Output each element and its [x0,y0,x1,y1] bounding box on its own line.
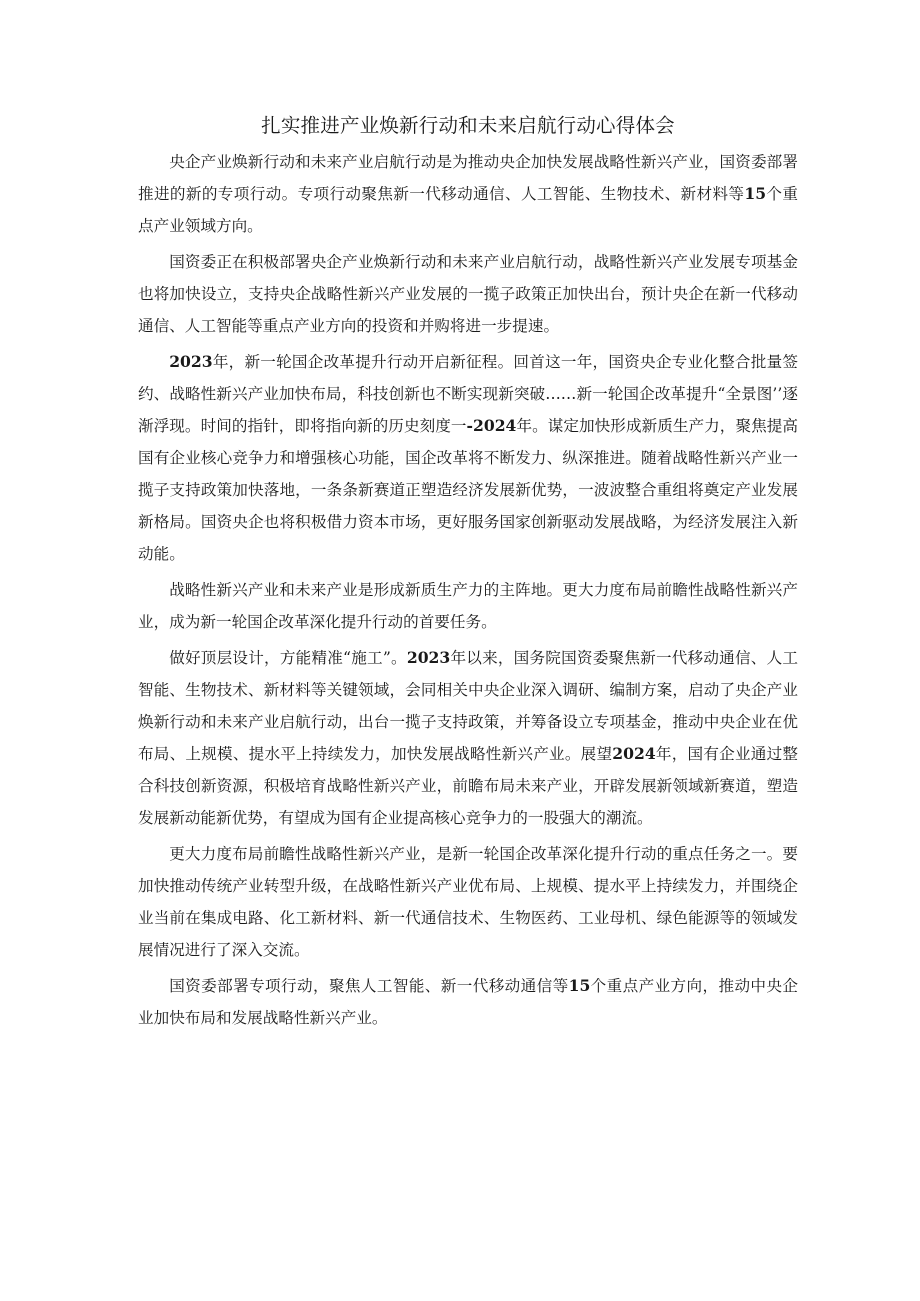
paragraph-2: 国资委正在积极部署央企产业焕新行动和未来产业启航行动，战略性新兴产业发展专项基金也将加快设立，支持央企战略性新兴产业发展的一揽子政策正加快出台，预计央企在新一代移动通信、人工智能等重点产业方向的投资和并购将进一步提速。 [138,253,798,335]
paragraph-4: 战略性新兴产业和未来产业是形成新质生产力的主阵地。更大力度布局前瞻性战略性新兴产业，成为新一轮国企改革深化提升行动的首要任务。 [138,581,798,631]
paragraph-3: 2023年，新一轮国企改革提升行动开启新征程。回首这一年，国资央企专业化整合批量签约、战略性新兴产业加快布局，科技创新也不断实现新突破……新一轮国企改革提升“全景图’’逐渐浮现。时间的指针，即将指向新的历史刻度一-2024年。谋定加快形成新质生产力，聚焦提高国有企业核心竞争力和增强核心功能，国企改革将不断发力、纵深推进。随着战略性新兴产业一揽子支持政策加快落地，一条条新赛道正塑造经济发展新优势，一波波整合重组将奠定产业发展新格局。国资央企也将积极借力资本市场，更好服务国家创新驱动发展战略，为经济发展注入新动能。 [138,352,798,563]
document-page [138,112,798,1038]
document-title: 扎实推进产业焕新行动和未来启航行动心得体会 [261,114,675,137]
paragraph-7: 国资委部署专项行动，聚焦人工智能、新一代移动通信等15个重点产业方向，推动中央企业加快布局和发展战略性新兴产业。 [138,976,798,1027]
paragraph-5: 做好顶层设计，方能精准“施工”。2023年以来，国务院国资委聚焦新一代移动通信、人工智能、生物技术、新材料等关键领域，会同相关中央企业深入调研、编制方案，启动了央企产业焕新行动和未来产业启航行动，出台一揽子支持政策，并筹备设立专项基金，推动中央企业在优布局、上规模、提水平上持续发力，加快发展战略性新兴产业。展望2024年，国有企业通过整合科技创新资源，积极培育战略性新兴产业，前瞻布局未来产业，开辟发展新领域新赛道，塑造发展新动能新优势，有望成为国有企业提高核心竞争力的一股强大的潮流。 [138,648,798,827]
paragraph-1: 央企产业焕新行动和未来产业启航行动是为推动央企加快发展战略性新兴产业，国资委部署推进的新的专项行动。专项行动聚焦新一代移动通信、人工智能、生物技术、新材料等15个重点产业领域方向。 [138,153,798,235]
paragraph-6: 更大力度布局前瞻性战略性新兴产业，是新一轮国企改革深化提升行动的重点任务之一。要加快推动传统产业转型升级，在战略性新兴产业优布局、上规模、提水平上持续发力，并围绕企业当前在集成电路、化工新材料、新一代通信技术、生物医药、工业母机、绿色能源等的领域发展情况进行了深入交流。 [138,845,798,959]
